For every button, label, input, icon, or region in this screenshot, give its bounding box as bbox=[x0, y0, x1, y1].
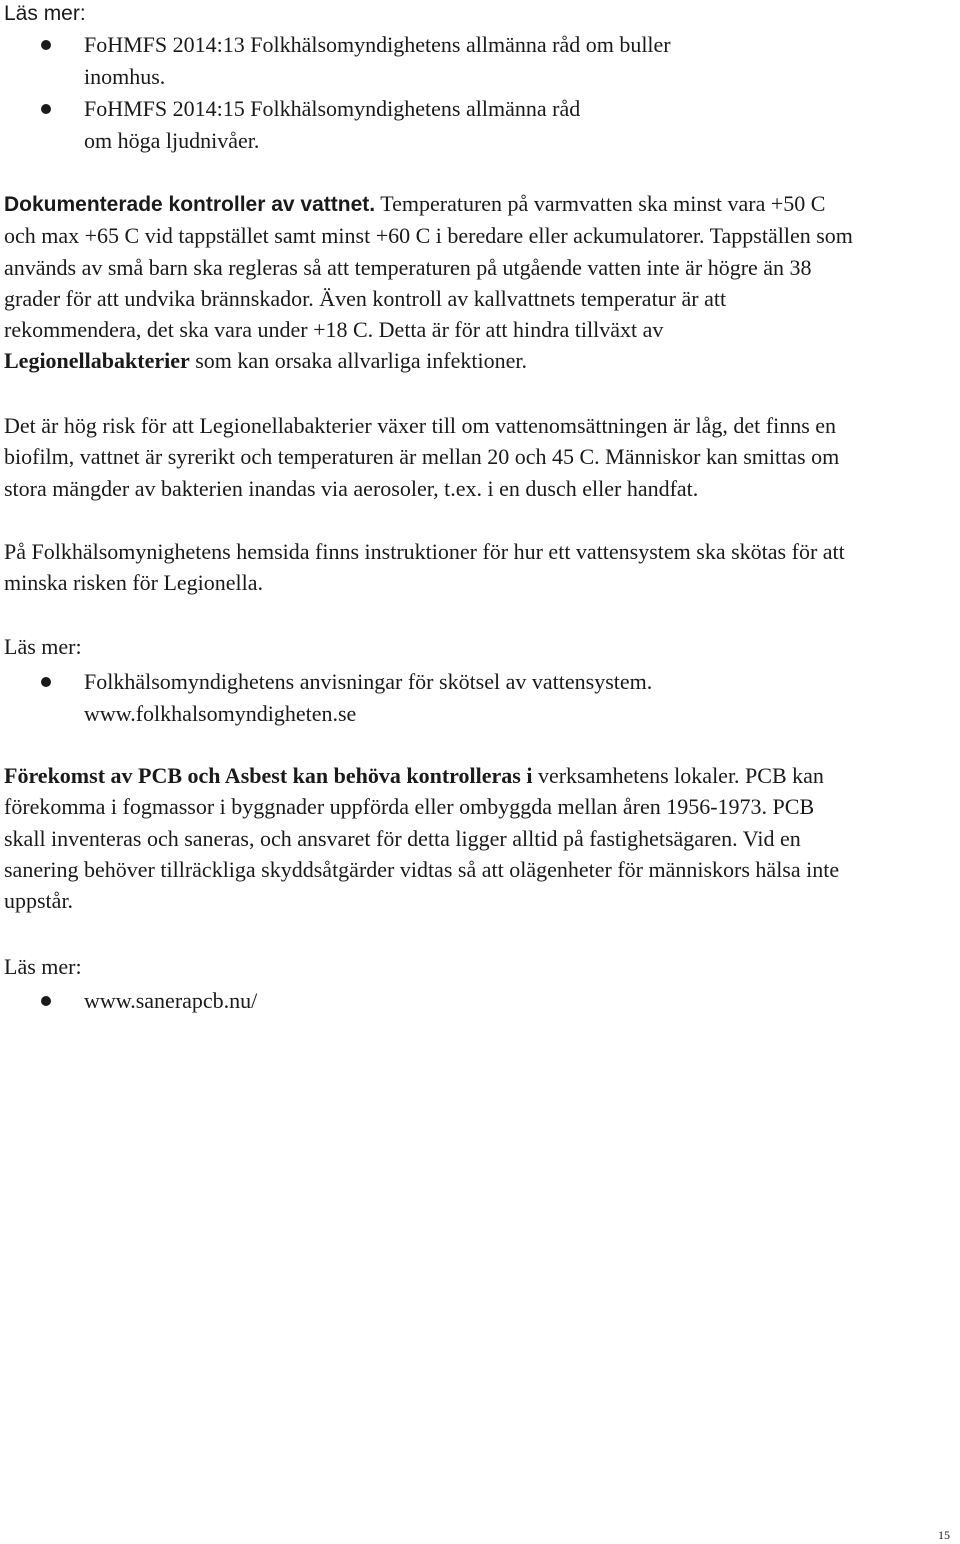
list-item bbox=[0, 666, 804, 730]
list-item-line: Folkhälsomyndighetens anvisningar för skötsel av vattensystem. bbox=[84, 669, 653, 694]
legionella-bold: Legionellabakterier bbox=[4, 348, 190, 374]
reference-list bbox=[0, 29, 804, 157]
page-number: 15 bbox=[938, 1528, 950, 1542]
list-item-link[interactable]: www.folkhalsomyndigheten.se bbox=[84, 701, 357, 726]
list-item bbox=[0, 29, 804, 93]
list-item bbox=[0, 985, 804, 1017]
reference-list bbox=[0, 666, 804, 730]
read-more-heading: Läs mer: bbox=[4, 634, 82, 659]
water-text: Temperaturen på varmvatten ska minst vara +50 C och max +65 C vid tappstället samt minst +60 C i beredare eller ackumulatorer. Tappställen som används av små barn ska regleras så att temperaturen på utgående vatten inte är högre än 38 grader för att undvika brännskador. Även kontroll av kallvattnets temperatur är att rekommendera, det ska vara under +18 C. Detta är för att hindra tillväxt av bbox=[4, 191, 853, 343]
bullet-icon bbox=[41, 677, 51, 687]
instructions-text: På Folkhälsomynighetens hemsida finns instruktioner för hur ett vattensystem ska skötas för att minska risken för Legionella. bbox=[4, 539, 845, 596]
legionella-text: Det är hög risk för att Legionellabakterier växer till om vattenomsättningen är låg, det finns en biofilm, vattnet är syrerikt och temperaturen är mellan 20 och 45 C. Människor kan smittas om stora mängder av bakterien inandas via aerosoler, t.ex. i en dusch eller handfat. bbox=[4, 413, 840, 501]
bullet-icon bbox=[41, 104, 51, 114]
list-item-link[interactable]: www.sanerapcb.nu/ bbox=[84, 988, 258, 1013]
instructions-paragraph bbox=[4, 536, 854, 599]
list-item-line: om höga ljudnivåer. bbox=[84, 128, 260, 153]
pcb-text: verksamhetens lokaler. PCB kan förekomma i fogmassor i byggnader uppförda eller ombyggda mellan åren 1956-1973. PCB skall inventeras och saneras, och ansvaret för detta ligger alltid på fastighetsägaren. Vid en sanering behöver tillräckliga skyddsåtgärder vidtas så att olägenheter för människors hälsa inte uppstår. bbox=[4, 763, 840, 914]
water-paragraph bbox=[4, 188, 854, 377]
legionella-paragraph bbox=[4, 410, 854, 504]
read-more-heading: Läs mer: bbox=[4, 2, 86, 25]
list-item bbox=[0, 93, 804, 157]
read-more-heading: Läs mer: bbox=[4, 954, 82, 979]
list-item-line: inomhus. bbox=[84, 64, 166, 89]
reference-list bbox=[0, 985, 804, 1017]
water-bold-intro: Dokumenterade kontroller av vattnet. bbox=[4, 193, 376, 216]
bullet-icon bbox=[41, 996, 51, 1006]
bullet-icon bbox=[41, 40, 51, 50]
list-item-line: FoHMFS 2014:13 Folkhälsomyndighetens allmänna råd om buller bbox=[84, 32, 671, 57]
pcb-paragraph bbox=[4, 760, 854, 916]
water-text-end: som kan orsaka allvarliga infektioner. bbox=[189, 348, 527, 374]
pcb-bold-intro: Förekomst av PCB och Asbest kan behöva kontrolleras i bbox=[4, 763, 533, 788]
list-item-line: FoHMFS 2014:15 Folkhälsomyndighetens allmänna råd bbox=[84, 96, 581, 121]
